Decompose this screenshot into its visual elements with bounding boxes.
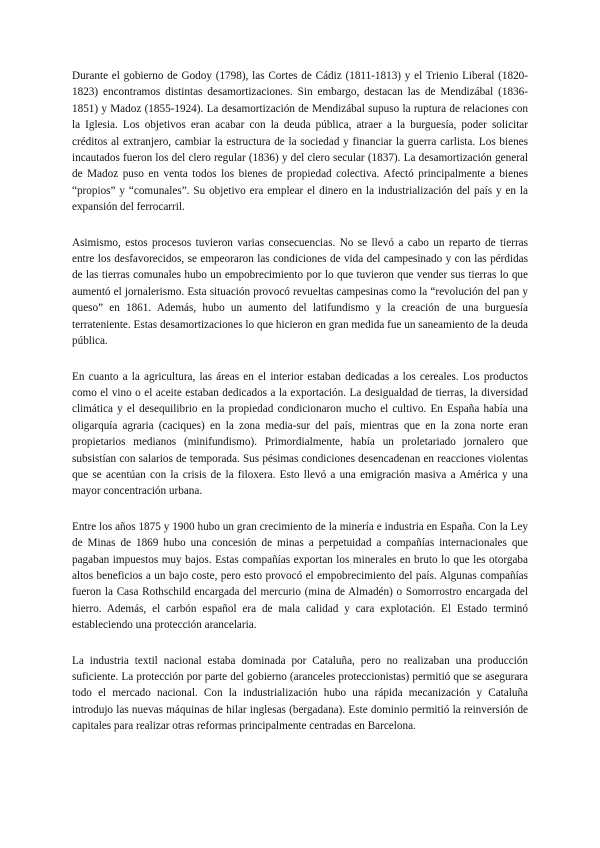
paragraph-desamortizaciones: Durante el gobierno de Godoy (1798), las Cortes de Cádiz (1811-1813) y el Trienio Liberal (1820-1823) encontramos distintas desamortizaciones. Sin embargo, destacan las de Mendizábal (1836-1851) y Madoz (1855-1924). La desamortización de Mendizábal supuso la ruptura de relaciones con la Iglesia. Los objetivos eran acabar con la deuda pública, atraer a la burguesía, poder solicitar créditos al extranjero, cambiar la estructura de la sociedad y financiar la guerra carlista. Los bienes incautados fueron los del clero regular (1836) y del clero secular (1837). La desamortización general de Madoz puso en venta todos los bienes de propiedad colectiva. Afectó principalmente a bienes “propios” y “comunales”. Su objetivo era emplear el dinero en la industrialización del país y en la expansión del ferrocarril. — [72, 70, 528, 214]
paragraph-mineria: Entre los años 1875 y 1900 hubo un gran crecimiento de la minería e industria en España. Con la Ley de Minas de 1869 hubo una concesión de minas a perpetuidad a compañías internacionales que pagaban impuestos muy bajos. Estas compañías exportan los minerales en bruto lo que les otorgaba altos beneficios a un bajo coste, pero esto provocó el empobrecimiento del país. Algunas compañías fueron la Casa Rothschild encargada del mercurio (mina de Almadén) o Somorrostro encargada del hierro. Además, el carbón español era de mala calidad y cara explotación. El Estado terminó estableciendo una protección arancelaria. — [72, 520, 528, 632]
paragraph-agricultura: En cuanto a la agricultura, las áreas en el interior estaban dedicadas a los cereales. Los productos como el vino o el aceite estaban dedicados a la exportación. La desigualdad de tierras, la diversidad climática y el desequilibrio en la propiedad condicionaron mucho el cultivo. En España había una oligarquía agraria (caciques) en la zona media-sur del país, mientras que en la zona norte eran propietarios medianos (minifundismo). Primordialmente, había un proletariado jornalero que subsistían con salarios de temporada. Sus pésimas condiciones desencadenan en reacciones violentas que se acentúan con la crisis de la filoxera. Esto llevó a una emigración masiva a América y una mayor concentración urbana. — [72, 370, 528, 498]
document-body — [72, 68, 528, 735]
paragraph-consecuencias: Asimismo, estos procesos tuvieron varias consecuencias. No se llevó a cabo un reparto de tierras entre los desfavorecidos, se empeoraron las condiciones de vida del campesinado y con las pérdidas de las tierras comunales hubo un empobrecimiento por lo que tuvieron que vender sus tierras lo que aumentó el jornalerismo. Esta situación provocó revueltas campesinas como la “revolución del pan y queso” en 1861. Además, hubo un aumento del latifundismo y la creación de una burguesía terrateniente. Estas desamortizaciones lo que hicieron en gran medida fue un saneamiento de la deuda pública. — [72, 236, 528, 348]
paragraph-industria-textil: La industria textil nacional estaba dominada por Cataluña, pero no realizaban una producción suficiente. La protección por parte del gobierno (aranceles proteccionistas) permitió que se asegurara todo el mercado nacional. Con la industrialización hubo una rápida mecanización y Cataluña introdujo las nuevas máquinas de hilar inglesas (bergadana). Este dominio permitió la reinversión de capitales para realizar otras reformas principalmente centradas en Barcelona. — [72, 654, 528, 733]
